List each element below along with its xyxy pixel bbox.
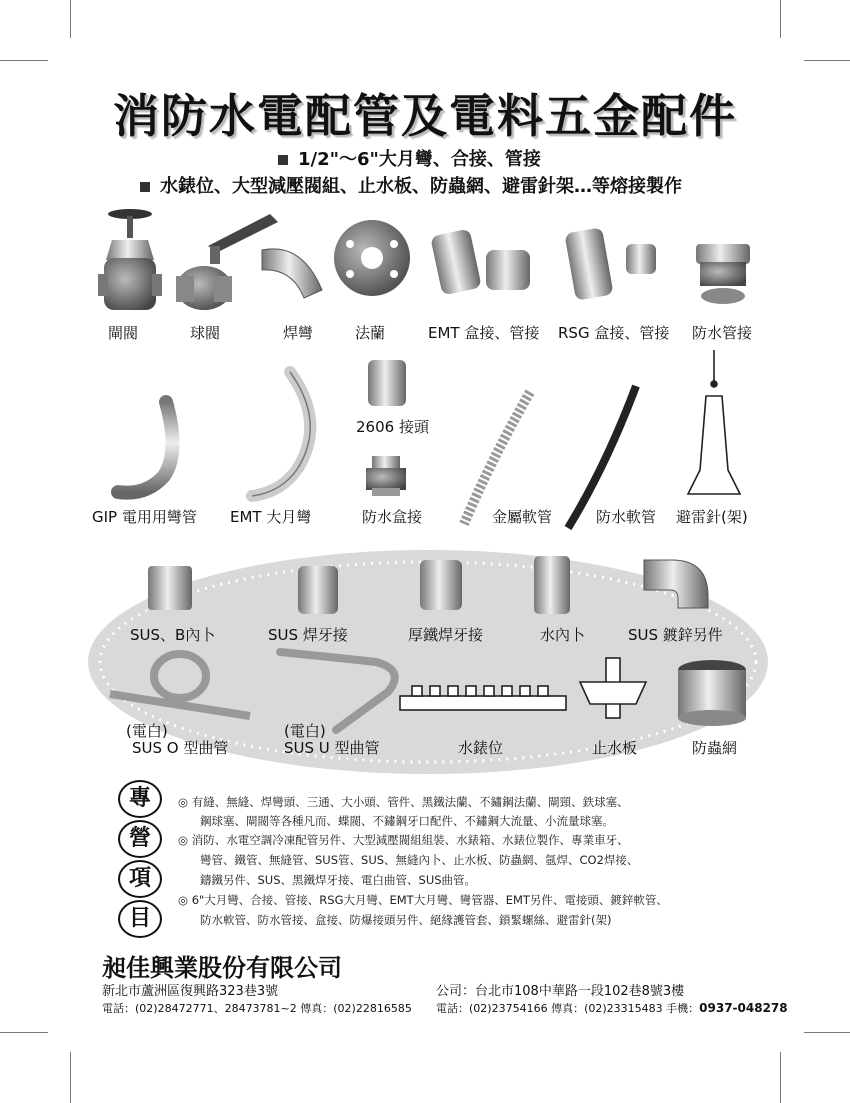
metal-flex-conduit-icon [464, 392, 530, 524]
label-flange: 法蘭 [355, 324, 386, 342]
label-sus-nipple: SUS、B內卜 [130, 626, 216, 644]
service-line: ◎ 有縫、無縫、焊彎頭、三通、大小頭、管件、黑鐵法蘭、不鏽鋼法蘭、閘頸、鉄球塞、 [178, 795, 629, 809]
company-name: 昶佳興業股份有限公司 [102, 954, 342, 982]
label-gate-valve: 閘閥 [108, 324, 139, 342]
subtitle-text-1: 1/2"～6"大月彎、合接、管接 [298, 149, 541, 170]
label-note-u: (電白) [284, 722, 326, 740]
service-char-3: 項 [118, 860, 162, 898]
service-line: 鑄鐵另件、SUS、黑鐵焊牙接、電白曲管、SUS曲管。 [200, 873, 477, 887]
service-line: 鋼球塞、閘閥等各種凡而、蝶閥、不鏽鋼牙口配件、不鏽鋼大流量、小流量球塞。 [200, 814, 614, 828]
waterproof-connector-icon [696, 244, 750, 304]
label-waterproof-box-connector: 防水盒接 [362, 508, 423, 526]
sus-nipple-icon [148, 566, 192, 610]
coupling-2606-icon [368, 360, 406, 406]
service-char-1: 專 [118, 780, 162, 818]
water-nipple-icon [534, 556, 570, 614]
label-steel-weld-socket: 厚鐵焊牙接 [408, 626, 484, 644]
subtitle-text-2: 水錶位、大型減壓閥組、止水板、防蟲網、避雷針架…等熔接製作 [160, 176, 682, 197]
label-galvanized-fittings: SUS 鍍鋅另件 [628, 626, 723, 644]
label-sus-o-pipe: SUS O 型曲管 [132, 739, 229, 757]
service-line: 彎管、鐵管、無縫管、SUS管、SUS、無縫內卜、止水板、防蟲網、氬焊、CO2焊接、 [200, 853, 639, 867]
label-emt-bend: EMT 大月彎 [230, 508, 312, 526]
phone-right-text: 電話：(02)23754166 傳真：(02)23315483 手機： [436, 1002, 700, 1015]
label-weld-elbow: 焊彎 [283, 324, 314, 342]
label-insect-screen: 防蟲網 [692, 739, 738, 757]
label-rsg-connector: RSG 盒接、管接 [558, 324, 670, 342]
label-water-stop: 止水板 [592, 739, 638, 757]
label-lightning-rod: 避雷針(架) [676, 508, 748, 526]
label-gip-bend: GIP 電用用彎管 [92, 508, 197, 526]
gate-valve-icon [98, 209, 162, 310]
insect-screen-icon [678, 660, 746, 726]
steel-weld-socket-icon [420, 560, 462, 610]
label-note-o: (電白) [126, 722, 168, 740]
phone-right [436, 1000, 788, 1016]
service-line: 防水軟管、防水管接、盒接、防爆接頭另件、絕緣護管套、鎖緊螺絲、避雷針(架) [200, 913, 612, 927]
lightning-rod-icon [688, 350, 740, 494]
waterproof-box-connector-icon [366, 456, 406, 496]
mobile-number: 0937-048278 [699, 1001, 788, 1015]
service-line: ◎ 消防、水電空調冷凍配管另件、大型減壓閥組組裝、水錶箱、水錶位製作、專業車牙、 [178, 833, 629, 847]
page-title: 消防水電配管及電料五金配件 [113, 89, 737, 143]
label-water-meter: 水錶位 [458, 739, 504, 757]
label-emt-connector: EMT 盒接、管接 [428, 324, 540, 342]
address-left: 新北市蘆洲區復興路323巷3號 [102, 984, 279, 999]
label-water-nipple: 水內卜 [540, 626, 586, 644]
label-metal-flex-conduit: 金屬軟管 [492, 508, 553, 526]
label-sus-weld-socket: SUS 焊牙接 [268, 626, 348, 644]
service-char-4: 目 [118, 900, 162, 938]
service-char-2: 營 [118, 820, 162, 858]
label-sus-u-pipe: SUS U 型曲管 [284, 739, 380, 757]
phone-left: 電話：(02)28472771、28473781~2 傳真：(02)22816585 [102, 1002, 412, 1015]
label-waterproof-connector: 防水管接 [692, 324, 753, 342]
sus-weld-socket-icon [298, 566, 338, 614]
weld-elbow-icon [262, 249, 322, 298]
flange-icon [334, 220, 410, 296]
label-waterproof-flex-conduit: 防水軟管 [596, 508, 657, 526]
address-right: 公司：台北市108中華路一段102巷8號3樓 [436, 984, 685, 999]
emt-connector-icon [430, 228, 530, 295]
label-ball-valve: 球閥 [190, 324, 221, 342]
rsg-connector-icon [564, 227, 656, 301]
label-coupling-2606: 2606 接頭 [356, 418, 429, 436]
gip-bend-icon [118, 402, 173, 493]
service-line: ◎ 6"大月彎、合接、管接、RSG大月彎、EMT大月彎、彎管器、EMT另件、電接頭、鍍鋅軟管、 [178, 893, 668, 907]
